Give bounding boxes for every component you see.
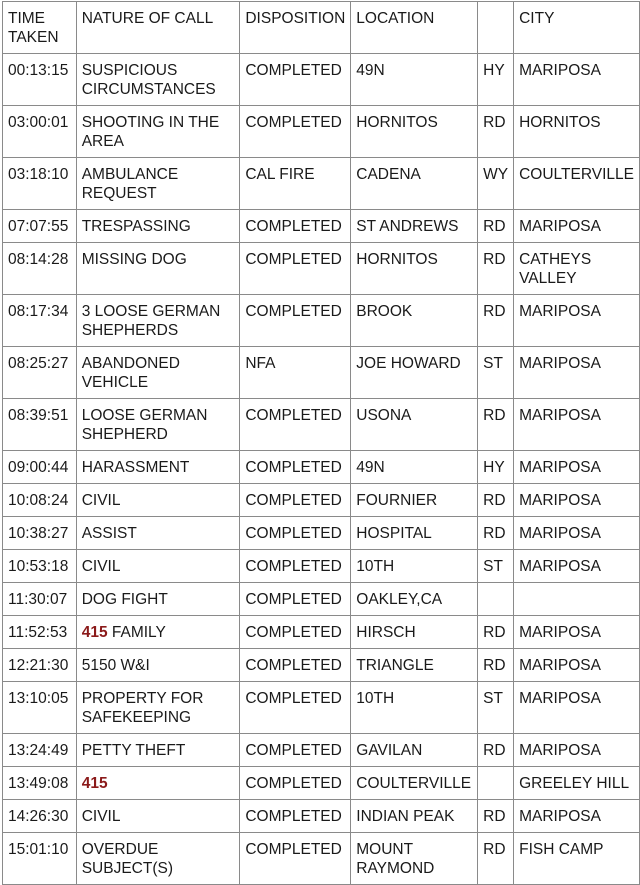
cell-nature-of-call [76,649,240,682]
cell-disposition: COMPLETED [240,833,351,885]
cell-city: GREELEY HILL [514,767,640,800]
cell-time-taken: 10:38:27 [3,517,77,550]
table-row [3,616,640,649]
cell-time-taken: 14:26:30 [3,800,77,833]
cell-location: JOE HOWARD [351,347,478,399]
cell-time-taken: 08:14:28 [3,243,77,295]
header-disposition: DISPOSITION [240,2,351,54]
cell-time-taken: 08:25:27 [3,347,77,399]
cell-disposition: COMPLETED [240,517,351,550]
cell-nature-of-call [76,347,240,399]
cell-disposition: COMPLETED [240,54,351,106]
cell-disposition: COMPLETED [240,734,351,767]
cell-city: MARIPOSA [514,682,640,734]
cell-disposition: COMPLETED [240,583,351,616]
cell-city: MARIPOSA [514,484,640,517]
cell-time-taken: 09:00:44 [3,451,77,484]
table-row [3,399,640,451]
cell-time-taken: 13:10:05 [3,682,77,734]
cell-time-taken: 11:30:07 [3,583,77,616]
cell-street-suffix [478,767,514,800]
cell-city: MARIPOSA [514,649,640,682]
cell-street-suffix: RD [478,734,514,767]
cell-street-suffix: HY [478,451,514,484]
cell-location: 49N [351,451,478,484]
header-location: LOCATION [351,2,478,54]
cell-location: TRIANGLE [351,649,478,682]
cell-city: MARIPOSA [514,550,640,583]
call-description: ABANDONED VEHICLE [81,355,185,391]
cell-location: GAVILAN [351,734,478,767]
cell-disposition: COMPLETED [240,295,351,347]
cell-disposition: COMPLETED [240,767,351,800]
cell-city: MARIPOSA [514,347,640,399]
cell-street-suffix: ST [478,682,514,734]
cell-disposition: COMPLETED [240,210,351,243]
cell-street-suffix: RD [478,833,514,885]
cell-location: HORNITOS [351,243,478,295]
table-row [3,583,640,616]
cell-location: 10TH [351,550,478,583]
cell-time-taken: 11:52:53 [3,616,77,649]
cell-street-suffix: RD [478,484,514,517]
cell-nature-of-call [76,54,240,106]
cell-location: CADENA [351,158,478,210]
cell-city: MARIPOSA [514,210,640,243]
call-code: 415 [81,624,108,641]
cell-nature-of-call [76,517,240,550]
cell-city: CATHEYS VALLEY [514,243,640,295]
call-description: AMBULANCE REQUEST [81,166,183,202]
cell-location: HOSPITAL [351,517,478,550]
cell-street-suffix: RD [478,106,514,158]
cell-location: INDIAN PEAK [351,800,478,833]
table-body [3,54,640,885]
cell-nature-of-call [76,106,240,158]
cell-nature-of-call [76,833,240,885]
call-description: CIVIL [81,808,121,825]
cell-nature-of-call [76,243,240,295]
cell-nature-of-call [76,451,240,484]
cell-time-taken: 03:18:10 [3,158,77,210]
cell-city: MARIPOSA [514,517,640,550]
call-description: CIVIL [81,492,121,509]
cell-city [514,583,640,616]
call-description: MISSING DOG [81,251,187,268]
cell-time-taken: 03:00:01 [3,106,77,158]
cell-city: HORNITOS [514,106,640,158]
cell-nature-of-call [76,682,240,734]
table-row [3,800,640,833]
cell-location: FOURNIER [351,484,478,517]
cell-time-taken: 12:21:30 [3,649,77,682]
table-row [3,106,640,158]
call-description: DOG FIGHT [81,591,168,608]
cell-nature-of-call [76,295,240,347]
cell-street-suffix: RD [478,649,514,682]
cell-nature-of-call [76,583,240,616]
table-row [3,649,640,682]
call-description: OVERDUE SUBJECT(S) [81,841,173,877]
cell-location: ST ANDREWS [351,210,478,243]
cell-street-suffix: RD [478,243,514,295]
table-row [3,517,640,550]
cell-disposition: COMPLETED [240,649,351,682]
cell-street-suffix: RD [478,210,514,243]
cell-location: OAKLEY,CA [351,583,478,616]
table-row [3,210,640,243]
table-row [3,767,640,800]
table-row [3,682,640,734]
call-description: SHOOTING IN THE AREA [81,114,223,150]
cell-nature-of-call [76,550,240,583]
call-description: SUSPICIOUS CIRCUMSTANCES [81,62,216,98]
cell-time-taken: 10:53:18 [3,550,77,583]
call-description: LOOSE GERMAN SHEPHERD [81,407,212,443]
cell-time-taken: 15:01:10 [3,833,77,885]
cell-time-taken: 13:24:49 [3,734,77,767]
table-row [3,550,640,583]
call-description: HARASSMENT [81,459,190,476]
cell-disposition: COMPLETED [240,399,351,451]
table-row [3,243,640,295]
call-description: 3 LOOSE GERMAN SHEPHERDS [81,303,225,339]
cell-nature-of-call [76,399,240,451]
call-description: TRESPASSING [81,218,191,235]
cell-time-taken: 07:07:55 [3,210,77,243]
cell-disposition: COMPLETED [240,682,351,734]
cell-city: MARIPOSA [514,734,640,767]
header-city: CITY [514,2,640,54]
cell-street-suffix: ST [478,347,514,399]
call-description: ASSIST [81,525,137,542]
cell-location: BROOK [351,295,478,347]
cell-disposition: COMPLETED [240,616,351,649]
cell-street-suffix [478,583,514,616]
cell-time-taken: 08:17:34 [3,295,77,347]
cell-disposition: COMPLETED [240,243,351,295]
cell-disposition: COMPLETED [240,451,351,484]
cell-disposition: COMPLETED [240,550,351,583]
table-row [3,734,640,767]
cell-city: MARIPOSA [514,616,640,649]
call-description: CIVIL [81,558,121,575]
cell-disposition: COMPLETED [240,800,351,833]
cell-street-suffix: RD [478,616,514,649]
table-row [3,451,640,484]
table-row [3,295,640,347]
cell-location: USONA [351,399,478,451]
cell-location: HORNITOS [351,106,478,158]
header-nature-of-call: NATURE OF CALL [76,2,240,54]
cell-nature-of-call [76,210,240,243]
cell-disposition: COMPLETED [240,484,351,517]
header-time-taken: TIME TAKEN [3,2,77,54]
cell-city: COULTERVILLE [514,158,640,210]
cell-nature-of-call [76,616,240,649]
cell-street-suffix: RD [478,399,514,451]
cell-street-suffix: ST [478,550,514,583]
cell-city: MARIPOSA [514,295,640,347]
cell-city: MARIPOSA [514,54,640,106]
call-code: 415 [81,775,108,792]
call-description: PETTY THEFT [81,742,186,759]
cell-location: 10TH [351,682,478,734]
call-description: FAMILY [107,624,166,641]
cell-nature-of-call [76,800,240,833]
cell-time-taken: 00:13:15 [3,54,77,106]
header-suffix [478,2,514,54]
table-row [3,833,640,885]
cell-nature-of-call [76,767,240,800]
cell-city: FISH CAMP [514,833,640,885]
cell-street-suffix: RD [478,517,514,550]
table-row [3,484,640,517]
cell-street-suffix: RD [478,295,514,347]
cell-time-taken: 08:39:51 [3,399,77,451]
cell-street-suffix: RD [478,800,514,833]
table-row [3,158,640,210]
call-description: PROPERTY FOR SAFEKEEPING [81,690,208,726]
cell-city: MARIPOSA [514,399,640,451]
table-row [3,347,640,399]
cell-city: MARIPOSA [514,451,640,484]
cell-location: 49N [351,54,478,106]
cell-disposition: CAL FIRE [240,158,351,210]
call-description: 5150 W&I [81,657,150,674]
cell-city: MARIPOSA [514,800,640,833]
call-log-table [2,1,640,885]
table-row [3,54,640,106]
cell-street-suffix: WY [478,158,514,210]
cell-street-suffix: HY [478,54,514,106]
call-log [2,1,640,885]
cell-time-taken: 13:49:08 [3,767,77,800]
cell-nature-of-call [76,484,240,517]
cell-time-taken: 10:08:24 [3,484,77,517]
cell-location: COULTERVILLE [351,767,478,800]
cell-disposition: COMPLETED [240,106,351,158]
cell-location: MOUNT RAYMOND [351,833,478,885]
cell-location: HIRSCH [351,616,478,649]
header-row [3,2,640,54]
cell-disposition: NFA [240,347,351,399]
cell-nature-of-call [76,158,240,210]
cell-nature-of-call [76,734,240,767]
